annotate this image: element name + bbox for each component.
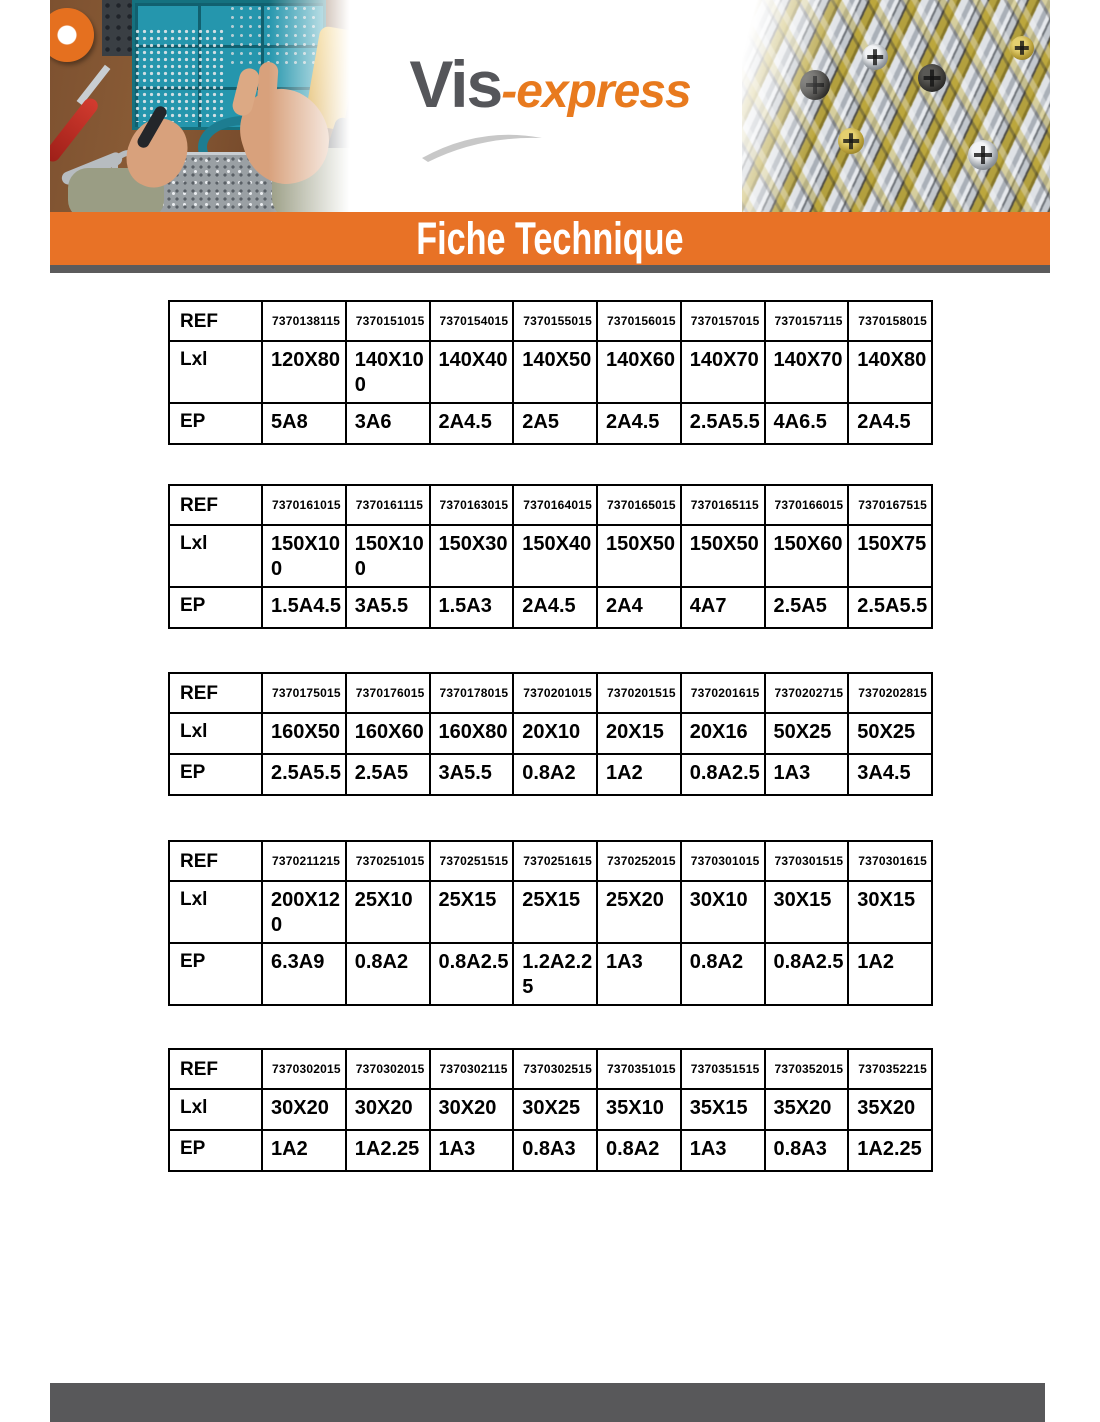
lxl-cell: 25X15 [430, 881, 514, 943]
page-title: Fiche Technique [416, 212, 684, 264]
lxl-cell: 140X40 [430, 341, 514, 403]
spec-table-5 [168, 1048, 933, 1172]
ep-cell: 2.5A5.5 [681, 403, 765, 444]
ref-cell: 7370201615 [681, 673, 765, 713]
ep-cell: 2.5A5.5 [848, 587, 932, 628]
lxl-cell: 140X70 [681, 341, 765, 403]
ref-cell: 7370138115 [262, 301, 346, 341]
ref-cell: 7370251015 [346, 841, 430, 881]
row-label-lxl: Lxl [169, 881, 262, 943]
spec-table-2 [168, 484, 933, 629]
lxl-cell: 35X10 [597, 1089, 681, 1130]
ep-cell: 1A2 [597, 754, 681, 795]
ep-cell: 2.5A5.5 [262, 754, 346, 795]
ref-cell: 7370201015 [513, 673, 597, 713]
screws-photo [742, 0, 1050, 213]
ref-cell: 7370151015 [346, 301, 430, 341]
ref-cell: 7370157115 [765, 301, 849, 341]
ref-cell: 7370301515 [765, 841, 849, 881]
lxl-cell: 150X60 [765, 525, 849, 587]
lxl-cell: 30X15 [848, 881, 932, 943]
ep-cell: 3A5.5 [346, 587, 430, 628]
ref-cell: 7370156015 [597, 301, 681, 341]
ref-cell: 7370157015 [681, 301, 765, 341]
lxl-cell: 150X100 [346, 525, 430, 587]
ep-cell: 1.5A3 [430, 587, 514, 628]
lxl-cell: 150X40 [513, 525, 597, 587]
spec-table-1 [168, 300, 933, 445]
ep-cell: 1A2.25 [848, 1130, 932, 1171]
ep-cell: 1A3 [430, 1130, 514, 1171]
ref-cell: 7370251515 [430, 841, 514, 881]
ref-cell: 7370251615 [513, 841, 597, 881]
lxl-cell: 140X60 [597, 341, 681, 403]
logo-vis-text: Vis [409, 47, 502, 121]
ep-cell: 0.8A2 [513, 754, 597, 795]
ep-cell: 0.8A2.5 [681, 754, 765, 795]
lxl-cell: 160X80 [430, 713, 514, 754]
ref-cell: 7370202815 [848, 673, 932, 713]
ref-cell: 7370167515 [848, 485, 932, 525]
lxl-cell: 140X50 [513, 341, 597, 403]
spec-table-3 [168, 672, 933, 796]
lxl-cell: 150X30 [430, 525, 514, 587]
vis-express-logo [360, 46, 740, 122]
row-label-lxl: Lxl [169, 525, 262, 587]
ref-cell: 7370201515 [597, 673, 681, 713]
lxl-cell: 20X16 [681, 713, 765, 754]
ep-cell: 0.8A2 [597, 1130, 681, 1171]
ep-cell: 0.8A3 [765, 1130, 849, 1171]
ep-cell: 0.8A2 [346, 943, 430, 1005]
row-label-ep: EP [169, 943, 262, 1005]
ep-cell: 3A6 [346, 403, 430, 444]
ref-cell: 7370161115 [346, 485, 430, 525]
ep-cell: 0.8A2.5 [430, 943, 514, 1005]
ep-cell: 1.5A4.5 [262, 587, 346, 628]
ep-cell: 1A3 [597, 943, 681, 1005]
lxl-cell: 30X25 [513, 1089, 597, 1130]
ref-cell: 7370164015 [513, 485, 597, 525]
ep-cell: 0.8A2 [681, 943, 765, 1005]
lxl-cell: 35X15 [681, 1089, 765, 1130]
ref-cell: 7370202715 [765, 673, 849, 713]
ep-cell: 2A4.5 [848, 403, 932, 444]
row-label-ref: REF [169, 301, 262, 341]
ref-cell: 7370161015 [262, 485, 346, 525]
ref-cell: 7370155015 [513, 301, 597, 341]
ep-cell: 1A2.25 [346, 1130, 430, 1171]
lxl-cell: 30X20 [430, 1089, 514, 1130]
lxl-cell: 140X100 [346, 341, 430, 403]
lxl-cell: 30X20 [262, 1089, 346, 1130]
ep-cell: 3A5.5 [430, 754, 514, 795]
ref-cell: 7370211215 [262, 841, 346, 881]
row-label-ref: REF [169, 1049, 262, 1089]
lxl-cell: 200X120 [262, 881, 346, 943]
ref-cell: 7370352015 [765, 1049, 849, 1089]
row-label-ep: EP [169, 587, 262, 628]
ref-cell: 7370351015 [597, 1049, 681, 1089]
row-label-ep: EP [169, 403, 262, 444]
ep-cell: 3A4.5 [848, 754, 932, 795]
ref-cell: 7370165015 [597, 485, 681, 525]
ep-cell: 6.3A9 [262, 943, 346, 1005]
ref-cell: 7370302015 [262, 1049, 346, 1089]
ref-cell: 7370352215 [848, 1049, 932, 1089]
ref-cell: 7370252015 [597, 841, 681, 881]
lxl-cell: 20X15 [597, 713, 681, 754]
photo-fade [50, 0, 362, 213]
ref-cell: 7370176015 [346, 673, 430, 713]
lxl-cell: 160X50 [262, 713, 346, 754]
ref-cell: 7370301615 [848, 841, 932, 881]
logo-express-text: -express [501, 65, 691, 118]
logo-swoosh-icon [418, 126, 548, 166]
ep-cell: 1A3 [681, 1130, 765, 1171]
row-label-ep: EP [169, 754, 262, 795]
lxl-cell: 150X50 [597, 525, 681, 587]
ep-cell: 1A3 [765, 754, 849, 795]
photo-fade [742, 0, 1050, 213]
footer-bar [50, 1383, 1045, 1422]
ep-cell: 2A4 [597, 587, 681, 628]
lxl-cell: 120X80 [262, 341, 346, 403]
lxl-cell: 150X75 [848, 525, 932, 587]
ep-cell: 1.2A2.25 [513, 943, 597, 1005]
ep-cell: 2.5A5 [346, 754, 430, 795]
lxl-cell: 140X70 [765, 341, 849, 403]
ep-cell: 1A2 [262, 1130, 346, 1171]
ref-cell: 7370165115 [681, 485, 765, 525]
lxl-cell: 30X10 [681, 881, 765, 943]
lxl-cell: 25X20 [597, 881, 681, 943]
ep-cell: 4A6.5 [765, 403, 849, 444]
ref-cell: 7370166015 [765, 485, 849, 525]
ref-cell: 7370175015 [262, 673, 346, 713]
ep-cell: 2.5A5 [765, 587, 849, 628]
ep-cell: 2A4.5 [597, 403, 681, 444]
ref-cell: 7370301015 [681, 841, 765, 881]
row-label-ref: REF [169, 841, 262, 881]
row-label-lxl: Lxl [169, 1089, 262, 1130]
lxl-cell: 35X20 [848, 1089, 932, 1130]
lxl-cell: 50X25 [848, 713, 932, 754]
ref-cell: 7370302015 [346, 1049, 430, 1089]
lxl-cell: 160X60 [346, 713, 430, 754]
ref-cell: 7370154015 [430, 301, 514, 341]
title-banner [50, 212, 1050, 265]
ep-cell: 4A7 [681, 587, 765, 628]
lxl-cell: 150X50 [681, 525, 765, 587]
ep-cell: 2A4.5 [513, 587, 597, 628]
ep-cell: 2A5 [513, 403, 597, 444]
lxl-cell: 30X15 [765, 881, 849, 943]
row-label-lxl: Lxl [169, 713, 262, 754]
lxl-cell: 25X10 [346, 881, 430, 943]
banner-shadow [50, 265, 1050, 273]
ep-cell: 2A4.5 [430, 403, 514, 444]
ep-cell: 0.8A3 [513, 1130, 597, 1171]
lxl-cell: 140X80 [848, 341, 932, 403]
workbench-photo [50, 0, 362, 213]
ep-cell: 1A2 [848, 943, 932, 1005]
ref-cell: 7370158015 [848, 301, 932, 341]
lxl-cell: 35X20 [765, 1089, 849, 1130]
ep-cell: 0.8A2.5 [765, 943, 849, 1005]
spec-table-4 [168, 840, 933, 1006]
ref-cell: 7370351515 [681, 1049, 765, 1089]
row-label-ref: REF [169, 485, 262, 525]
ref-cell: 7370302115 [430, 1049, 514, 1089]
lxl-cell: 25X15 [513, 881, 597, 943]
row-label-lxl: Lxl [169, 341, 262, 403]
row-label-ep: EP [169, 1130, 262, 1171]
row-label-ref: REF [169, 673, 262, 713]
lxl-cell: 30X20 [346, 1089, 430, 1130]
lxl-cell: 50X25 [765, 713, 849, 754]
lxl-cell: 150X100 [262, 525, 346, 587]
ref-cell: 7370302515 [513, 1049, 597, 1089]
ref-cell: 7370178015 [430, 673, 514, 713]
ref-cell: 7370163015 [430, 485, 514, 525]
lxl-cell: 20X10 [513, 713, 597, 754]
ep-cell: 5A8 [262, 403, 346, 444]
